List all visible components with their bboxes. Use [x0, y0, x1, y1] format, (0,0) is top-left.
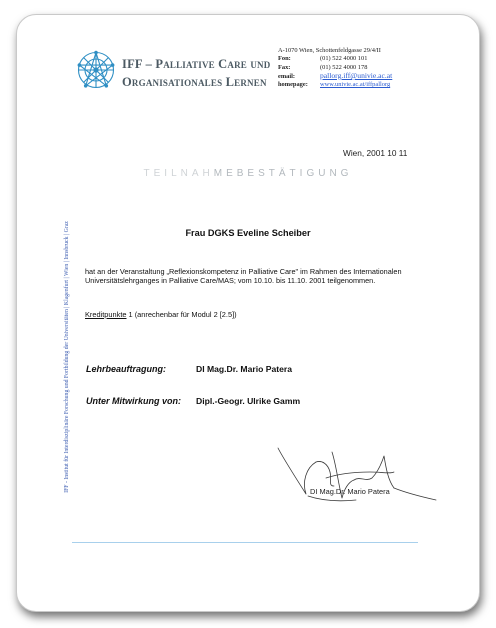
lecturer-label: Lehrbeauftragung:: [86, 364, 166, 374]
contact-email-row: [278, 72, 448, 81]
contact-homepage-row: [278, 81, 448, 89]
institute-sidebar-text: IFF - Institut für Interdisziplinäre Forschung und Fortbildung der Universitäten | Klagenfurt | Wien | Innsbruck | Graz: [64, 221, 70, 493]
contact-email-label: email:: [278, 72, 296, 80]
contact-address: A-1070 Wien, Schottenfeldgasse 29/4/II: [278, 47, 381, 54]
footer-divider: [72, 542, 418, 543]
contact-fax: (01) 522 4000 178: [320, 63, 368, 71]
contact-phone-label: Fon:: [278, 55, 291, 63]
issue-date: Wien, 2001 10 11: [343, 148, 408, 158]
contact-email-link[interactable]: pallorg.iff@univie.ac.at: [320, 70, 393, 80]
organization-name-line1: IFF – Palliative Care und: [122, 57, 271, 71]
document-title-part2: MEBESTÄTIGUNG: [213, 168, 353, 179]
contact-homepage-label: homepage:: [278, 81, 308, 89]
contact-fax-label: Fax:: [278, 63, 291, 71]
document-title-part1: TEILNAH: [143, 168, 214, 179]
collaborator-label: Unter Mitwirkung von:: [86, 396, 181, 406]
participation-statement: hat an der Veranstaltung „Reflexionskompetenz in Palliative Care" im Rahmen des Internationalen Universitätslehrganges in Palliative Care/MAS; vom 10.10. bis 11.10. 2001 teilgenommen.: [85, 267, 402, 286]
contact-homepage-link[interactable]: www.univie.ac.at/iffpallorg: [320, 81, 391, 89]
credit-points-value: 1 (anrechenbar für Modul 2 [2.5]): [126, 310, 237, 319]
document-title: [74, 168, 422, 179]
credit-points: [85, 310, 237, 319]
organization-name: [122, 55, 282, 91]
recipient-name: Frau DGKS Eveline Scheiber: [185, 228, 311, 238]
signatory-name: DI Mag.Dr. Mario Patera: [310, 487, 390, 496]
contact-phone: (01) 522 4000 101: [320, 55, 368, 63]
lecturer-name: DI Mag.Dr. Mario Patera: [196, 364, 292, 374]
iff-logo-icon: [76, 50, 116, 90]
handwritten-signature: [272, 442, 442, 512]
collaborator-name: Dipl.-Geogr. Ulrike Gamm: [196, 396, 301, 406]
organization-name-line2: Organisationales Lernen: [122, 75, 267, 89]
credit-points-label: Kreditpunkte: [85, 310, 127, 319]
contact-block: [278, 47, 448, 89]
contact-phone-row: [278, 55, 448, 63]
